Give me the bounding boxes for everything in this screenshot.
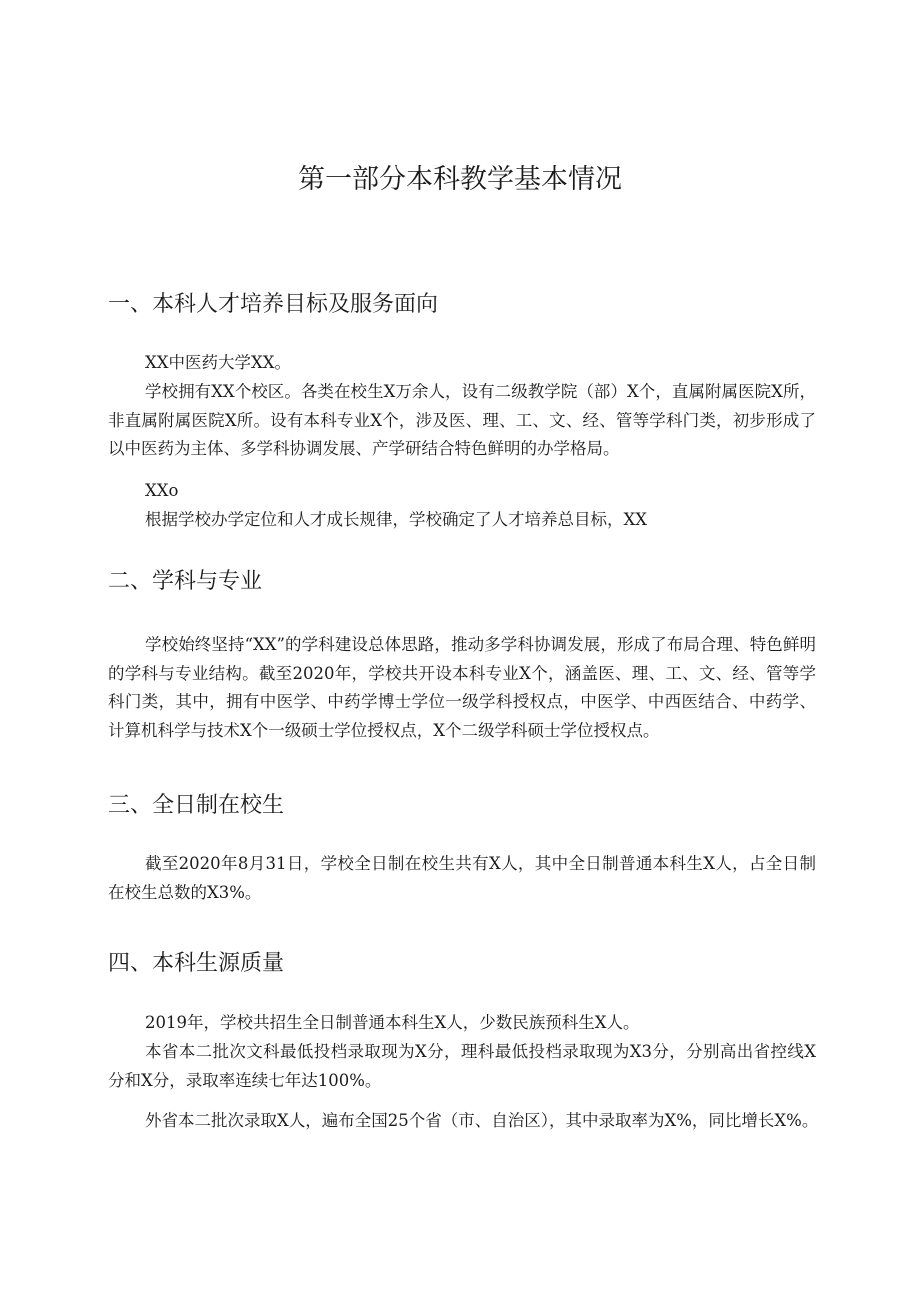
section-heading-4: 四、本科生源质量 [108,951,285,976]
paragraph: 学校拥有XX个校区。各类在校生X万余人，设有二级教学院（部）X个，直属附属医院X所，非直属附属医院X所。设有本科专业X个，涉及医、理、工、文、经、管等学科门类，初步形成了以中医药为主体、多学科协调发展、产学研结合特色鲜明的办学格局。 [108,382,816,458]
section-heading-1: 一、本科人才培养目标及服务面向 [108,292,439,317]
paragraph: 截至2020年8月31日，学校全日制在校生共有X人，其中全日制普通本科生X人，占全日制在校生总数的X3%。 [108,854,816,902]
paragraph: XXo [145,481,179,500]
paragraph: XX中医药大学XX。 [145,353,291,372]
page-title: 第一部分本科教学基本情况 [298,164,622,195]
section-heading-3: 三、全日制在校生 [108,793,285,818]
paragraph: 根据学校办学定位和人才成长规律，学校确定了人才培养总目标，XX [145,510,647,529]
section-heading-2: 二、学科与专业 [108,569,263,594]
paragraph: 本省本二批次文科最低投档录取现为X分，理科最低投档录取现为X3分，分别高出省控线X分和X分，录取率连续七年达100%。 [108,1042,816,1090]
paragraph: 学校始终坚持“XX”的学科建设总体思路，推动多学科协调发展，形成了布局合理、特色鲜明的学科与专业结构。截至2020年，学校共开设本科专业X个，涵盖医、理、工、文、经、管等学科门类，其中，拥有中医学、中药学博士学位一级学科授权点，中医学、中西医结合、中药学、计算机科学与技术X个一级硕士学位授权点，X个二级学科硕士学位授权点。 [108,635,816,740]
paragraph: 2019年，学校共招生全日制普通本科生X人，少数民族预科生X人。 [145,1013,640,1032]
paragraph: 外省本二批次录取X人，遍布全国25个省（市、自治区），其中录取率为X%，同比增长X%。 [145,1111,819,1130]
